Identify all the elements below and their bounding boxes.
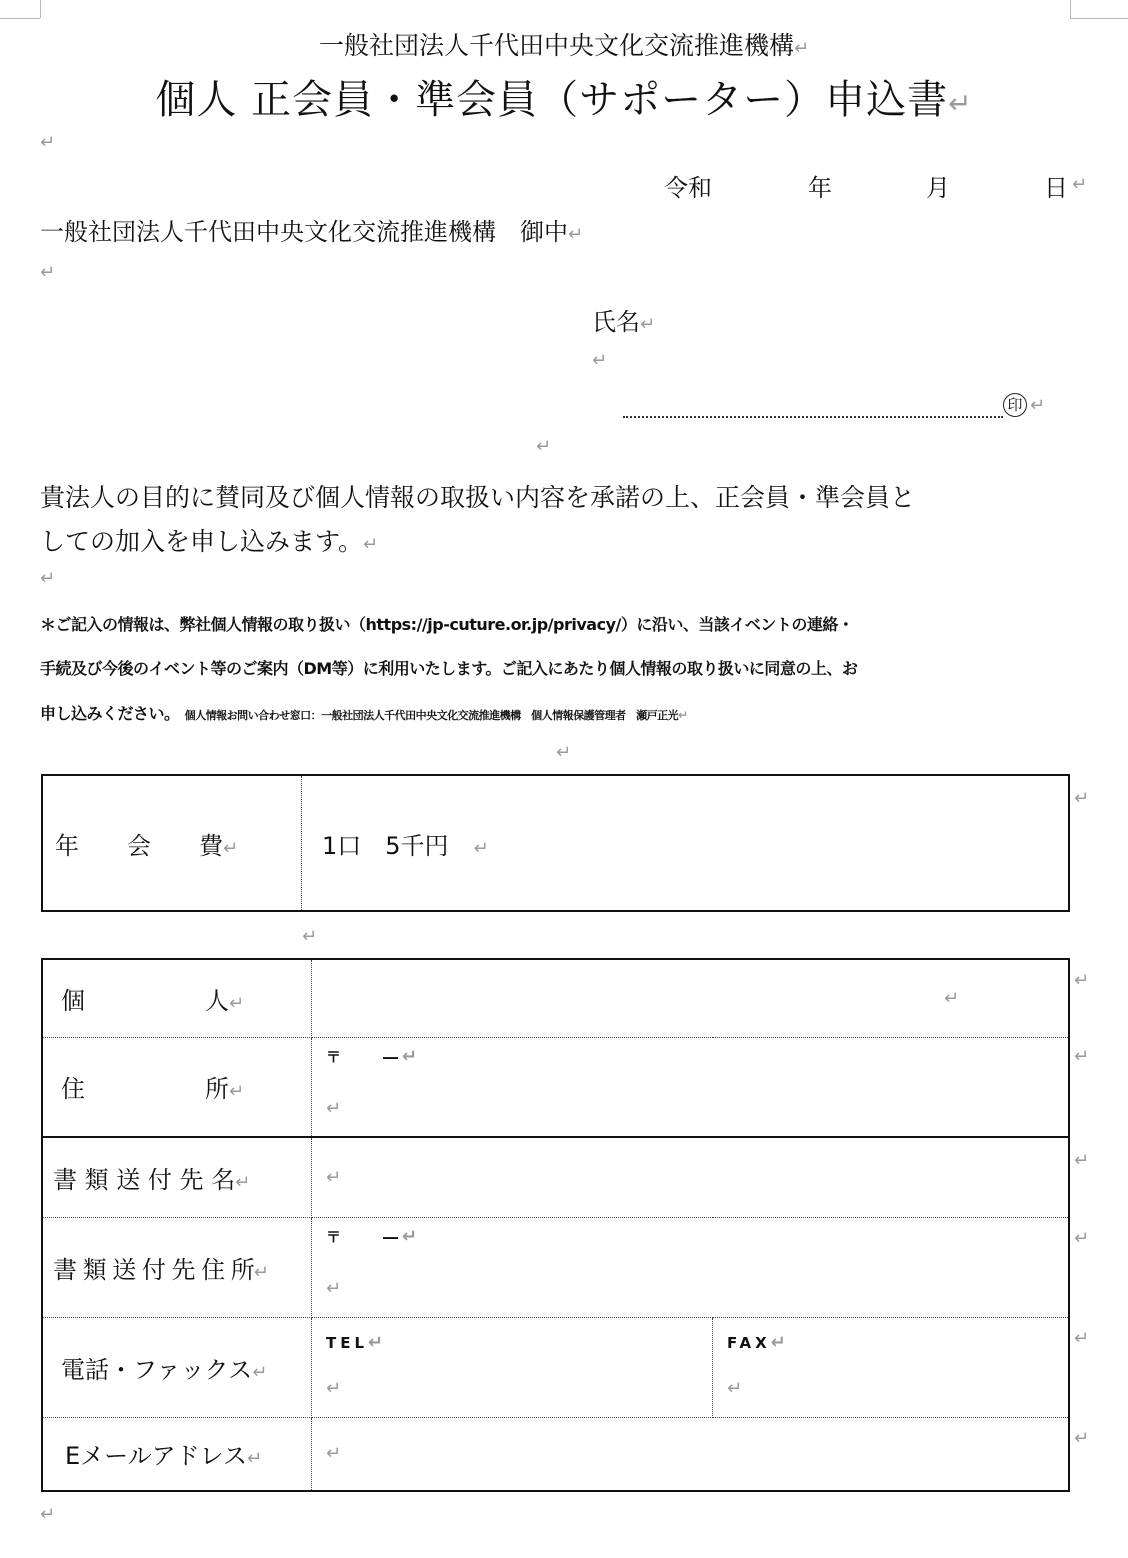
return-mark: ↵	[223, 837, 239, 859]
return-mark: ↵	[1074, 788, 1090, 809]
recipient-address-label: 書 類 送 付 先 住 所	[53, 1255, 254, 1284]
org-name-header	[0, 26, 1128, 62]
email-input[interactable]	[312, 1417, 1070, 1491]
privacy-contact-text: 個人情報お問い合わせ窓口：一般社団法人千代田中央文化交流推進機構 個人情報保護管理者 瀬戸正光	[184, 709, 679, 722]
individual-row	[42, 959, 1069, 1037]
postal-mark-text: 〒 ―	[326, 1047, 403, 1066]
return-mark: ↵	[556, 742, 572, 763]
tel-label: TEL	[326, 1333, 369, 1352]
phone-fax-label: 電話・ファックス	[61, 1355, 253, 1384]
privacy-notice-line-3-main: 申し込みください。	[40, 704, 180, 723]
recipient-name-label: 書 類 送 付 先 名	[53, 1165, 236, 1194]
tel-input[interactable]	[312, 1317, 713, 1417]
email-row	[42, 1417, 1069, 1491]
fee-table	[41, 774, 1070, 912]
return-mark: ↵	[326, 1443, 342, 1465]
crop-mark-right-h	[1070, 18, 1128, 19]
return-mark: ↵	[40, 1504, 56, 1525]
email-label: Eメールアドレス	[65, 1442, 247, 1471]
recipient-address-label-cell	[42, 1217, 312, 1317]
date-year: 年	[808, 174, 832, 202]
return-mark: ↵	[1074, 1428, 1090, 1449]
crop-mark-left	[40, 0, 41, 18]
return-mark: ↵	[1072, 174, 1088, 195]
address-input[interactable]	[312, 1037, 1070, 1137]
return-mark: ↵	[253, 1261, 269, 1283]
return-mark: ↵	[368, 1331, 388, 1353]
individual-label: 個 人	[61, 986, 229, 1015]
fax-input[interactable]	[713, 1317, 1070, 1417]
return-mark: ↵	[770, 1331, 790, 1353]
recipient-name-row	[42, 1137, 1069, 1217]
postal-mark-text: 〒 ―	[326, 1227, 403, 1246]
recipient-name-label-cell	[42, 1137, 312, 1217]
return-mark: ↵	[1074, 1328, 1090, 1349]
return-mark: ↵	[568, 224, 584, 245]
name-label-text: 氏名	[592, 308, 640, 336]
return-mark: ↵	[1074, 970, 1090, 991]
privacy-notice-line-3	[40, 701, 688, 724]
return-mark: ↵	[40, 132, 56, 153]
return-mark: ↵	[326, 1166, 342, 1188]
return-mark: ↵	[944, 988, 960, 1009]
return-mark: ↵	[948, 87, 973, 120]
phone-fax-row	[42, 1317, 1069, 1417]
return-mark: ↵	[402, 1045, 422, 1067]
return-mark: ↵	[536, 436, 552, 457]
org-name-text: 一般社団法人千代田中央文化交流推進機構	[318, 31, 794, 60]
fax-label: FAX	[727, 1333, 771, 1352]
address-label: 住 所	[61, 1075, 229, 1104]
fee-label: 年 会 費	[55, 831, 223, 860]
email-label-cell	[42, 1417, 312, 1491]
return-mark: ↵	[302, 926, 318, 947]
applicant-info-table	[41, 958, 1070, 1492]
date-era: 令和	[664, 174, 712, 202]
return-mark: ↵	[1074, 1046, 1090, 1067]
return-mark: ↵	[678, 708, 688, 722]
privacy-notice-line-1: ＊ご記入の情報は、弊社個人情報の取り扱い（https://jp-cuture.or.jp/privacy/）に沿い、当該イベントの連絡・	[40, 615, 854, 634]
addressee-text: 一般社団法人千代田中央文化交流推進機構 御中	[40, 218, 568, 246]
fee-label-cell	[42, 775, 302, 911]
return-mark: ↵	[326, 1377, 342, 1399]
form-title-text: 個人 正会員・準会員（サポーター）申込書	[155, 77, 949, 123]
return-mark: ↵	[473, 837, 489, 859]
return-mark: ↵	[402, 1225, 422, 1247]
fee-value-cell[interactable]	[302, 775, 1070, 911]
statement-line-2-text: しての加入を申し込みます。	[40, 527, 364, 556]
privacy-notice-line-2: 手続及び今後のイベント等のご案内（DM等）に利用いたします。ご記入にあたり個人情報の取り扱いに同意の上、お	[40, 659, 858, 678]
return-mark: ↵	[40, 262, 56, 283]
crop-mark-left-h	[0, 18, 40, 19]
phone-fax-label-cell	[42, 1317, 312, 1417]
statement-line-2	[40, 522, 378, 558]
return-mark: ↵	[229, 992, 245, 1014]
recipient-address-input[interactable]	[312, 1217, 1070, 1317]
recipient-address-row	[42, 1217, 1069, 1317]
return-mark: ↵	[252, 1361, 268, 1383]
return-mark: ↵	[326, 1097, 342, 1119]
return-mark: ↵	[640, 314, 656, 335]
seal-mark: 印	[1003, 393, 1027, 417]
return-mark: ↵	[727, 1377, 743, 1399]
address-row	[42, 1037, 1069, 1137]
individual-input[interactable]	[312, 959, 1070, 1037]
postal-code-mark	[326, 1046, 421, 1067]
return-mark: ↵	[363, 534, 379, 555]
return-mark: ↵	[246, 1448, 263, 1470]
form-title	[0, 68, 1128, 125]
name-label	[592, 302, 655, 337]
individual-label-cell	[42, 959, 312, 1037]
return-mark: ↵	[1074, 1150, 1090, 1171]
addressee	[40, 212, 583, 247]
statement-line-1: 貴法人の目的に賛同及び個人情報の取扱い内容を承諾の上、正会員・準会員と	[40, 483, 916, 512]
date-day: 日	[1044, 174, 1068, 202]
return-mark: ↵	[229, 1081, 245, 1103]
return-mark: ↵	[1074, 1228, 1090, 1249]
return-mark: ↵	[1030, 395, 1046, 416]
return-mark: ↵	[793, 38, 810, 59]
fee-value: 1口 5千円	[322, 831, 449, 860]
return-mark: ↵	[326, 1277, 342, 1299]
postal-code-mark	[326, 1226, 421, 1247]
tel-mark	[326, 1332, 387, 1353]
crop-mark-right	[1070, 0, 1071, 18]
recipient-name-input[interactable]	[312, 1137, 1070, 1217]
return-mark: ↵	[235, 1171, 251, 1193]
return-mark: ↵	[40, 568, 56, 589]
date-month: 月	[926, 174, 950, 202]
signature-line[interactable]	[623, 416, 1003, 418]
address-label-cell	[42, 1037, 312, 1137]
fax-mark	[727, 1332, 790, 1353]
return-mark: ↵	[592, 350, 608, 371]
